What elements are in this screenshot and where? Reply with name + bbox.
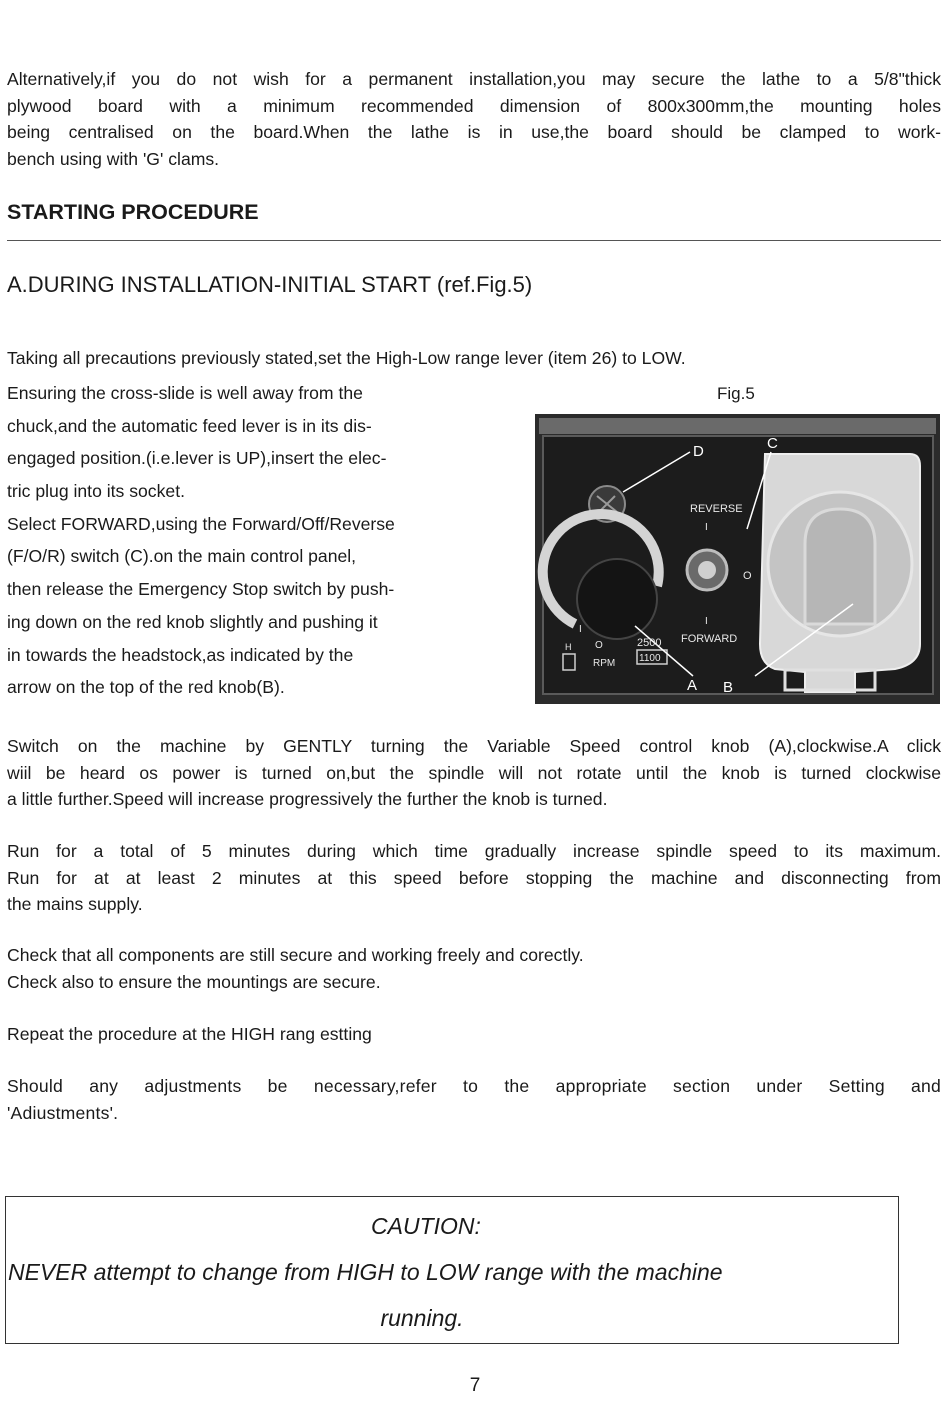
step3-line: Run for a total of 5 minutes during which time gradually increase spindle speed to its maximum. bbox=[7, 841, 941, 861]
step1-line: arrow on the top of the red knob(B). bbox=[7, 677, 285, 698]
step2-line: Switch on the machine by GENTLY turning the Variable Speed control knob (A),clockwise.A click bbox=[7, 736, 941, 756]
step6-line: Should any adjustments be necessary,refer to the appropriate section under Setting and bbox=[7, 1076, 941, 1096]
label-a: A bbox=[687, 677, 698, 694]
intro-line: bench using with 'G' clams. bbox=[7, 148, 220, 169]
heading-divider bbox=[7, 240, 941, 241]
intro-paragraph bbox=[7, 66, 941, 172]
step2-line: wiil be heard os power is turned on,but the spindle will not rotate until the knob is turned clockwise bbox=[7, 762, 941, 783]
knob-arrow-mark bbox=[805, 509, 875, 624]
label-dial-i: I bbox=[579, 624, 582, 635]
for-switch-toggle bbox=[698, 561, 716, 579]
step1-first-line: Taking all precautions previously stated,set the High-Low range lever (item 26) to LOW. bbox=[7, 348, 686, 368]
step1-line: ing down on the red knob slightly and pushing it bbox=[7, 611, 378, 632]
control-panel-photo bbox=[535, 414, 940, 704]
step4-line: Check also to ensure the mountings are secure. bbox=[7, 971, 381, 992]
step1-line: in towards the headstock,as indicated by the bbox=[7, 644, 354, 665]
step3-paragraph bbox=[7, 838, 941, 918]
label-speed-low: 1100 bbox=[639, 653, 661, 664]
intro-line: plywood board with a minimum recommended dimension of 800x300mm,the mounting holes bbox=[7, 95, 941, 116]
label-reverse: REVERSE bbox=[690, 503, 743, 515]
label-speed-high: 2500 bbox=[637, 637, 662, 649]
step1-line: then release the Emergency Stop switch by push- bbox=[7, 579, 395, 600]
step3-line: Run for at at least 2 minutes at this speed before stopping the machine and disconnecting from bbox=[7, 867, 941, 888]
step6-paragraph bbox=[7, 1073, 941, 1126]
label-dial-o: O bbox=[595, 640, 603, 651]
step5-paragraph: Repeat the procedure at the HIGH rang estting bbox=[7, 1024, 372, 1044]
label-i-top: I bbox=[705, 522, 708, 533]
caution-title: CAUTION: bbox=[371, 1213, 481, 1239]
step1-line: chuck,and the automatic feed lever is in its dis- bbox=[7, 415, 372, 436]
section-heading: STARTING PROCEDURE bbox=[7, 200, 259, 224]
label-b: B bbox=[723, 679, 734, 696]
caution-box bbox=[5, 1196, 899, 1344]
step1-line: Select FORWARD,using the Forward/Off/Reverse bbox=[7, 513, 395, 534]
label-h: H bbox=[565, 642, 572, 652]
step2-line: a little further.Speed will increase progressively the further the knob is turned. bbox=[7, 789, 608, 809]
step1-line: engaged position.(i.e.lever is UP),insert the elec- bbox=[7, 448, 387, 469]
step1-line: (F/O/R) switch (C).on the main control panel, bbox=[7, 546, 357, 567]
step1-line: Ensuring the cross-slide is well away from the bbox=[7, 383, 363, 403]
label-forward: FORWARD bbox=[681, 633, 738, 645]
caution-line: NEVER attempt to change from HIGH to LOW range with the machine bbox=[8, 1259, 723, 1285]
step6-line: 'Adiustments'. bbox=[7, 1102, 119, 1123]
intro-line: being centralised on the board.When the lathe is in use,the board should be clamped to work- bbox=[7, 122, 941, 142]
figure-caption: Fig.5 bbox=[717, 384, 755, 403]
caution-line: running. bbox=[380, 1305, 464, 1331]
intro-line: Alternatively,if you do not wish for a permanent installation,you may secure the lathe to a 5/8"thick bbox=[7, 69, 941, 89]
subsection-heading: A.DURING INSTALLATION-INITIAL START (ref.Fig.5) bbox=[7, 272, 533, 297]
label-o: O bbox=[743, 570, 752, 582]
step4-paragraph bbox=[7, 942, 941, 995]
step3-line: the mains supply. bbox=[7, 894, 143, 914]
speed-control-knob bbox=[577, 559, 657, 639]
step4-line: Check that all components are still secure and working freely and corectly. bbox=[7, 945, 584, 965]
step2-paragraph bbox=[7, 733, 941, 813]
panel-top-edge bbox=[539, 418, 936, 434]
label-i-bottom: I bbox=[705, 616, 708, 627]
label-rpm: RPM bbox=[593, 658, 616, 669]
step1-column bbox=[7, 377, 492, 704]
label-d: D bbox=[693, 443, 704, 460]
step1-line: tric plug into its socket. bbox=[7, 481, 185, 502]
label-c: C bbox=[767, 435, 778, 452]
page-number: 7 bbox=[469, 1375, 481, 1396]
